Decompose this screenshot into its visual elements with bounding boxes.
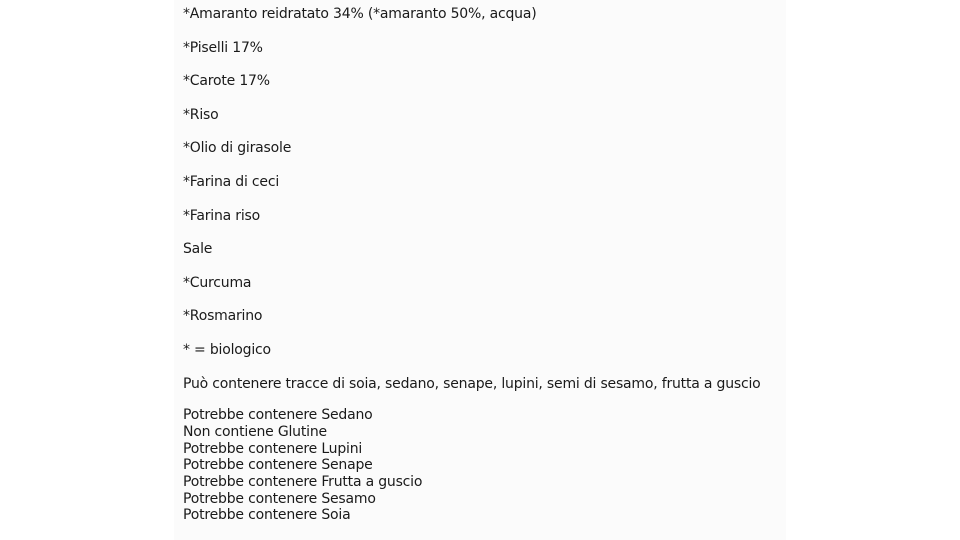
ingredient-line: *Amaranto reidratato 34% (*amaranto 50%, acqua) [183, 6, 537, 22]
allergen-item: Potrebbe contenere Soia [183, 507, 351, 524]
allergen-item: Potrebbe contenere Sedano [183, 407, 373, 424]
allergen-item: Potrebbe contenere Frutta a guscio [183, 473, 423, 490]
ingredient-line: *Curcuma [183, 274, 252, 291]
ingredient-line: *Farina di ceci [183, 173, 280, 190]
allergen-item: Potrebbe contenere Senape [183, 457, 373, 474]
allergen-item: Non contiene Glutine [183, 423, 327, 440]
allergen-item: Potrebbe contenere Sesamo [183, 490, 376, 507]
ingredient-line: *Carote 17% [183, 73, 270, 90]
ingredient-line: *Piselli 17% [183, 39, 263, 56]
ingredient-line: *Riso [183, 106, 219, 123]
traces-note: Può contenere tracce di soia, sedano, senape, lupini, semi di sesamo, frutta a guscio [183, 375, 761, 392]
organic-legend: * = biologico [183, 341, 271, 358]
allergen-item: Potrebbe contenere Lupini [183, 440, 363, 457]
ingredient-line: *Farina riso [183, 207, 260, 224]
ingredient-line: Sale [183, 241, 213, 258]
ingredient-line: *Rosmarino [183, 308, 263, 325]
ingredients-document [183, 4, 783, 524]
allergen-list [183, 407, 783, 524]
ingredient-line: *Olio di girasole [183, 140, 292, 157]
